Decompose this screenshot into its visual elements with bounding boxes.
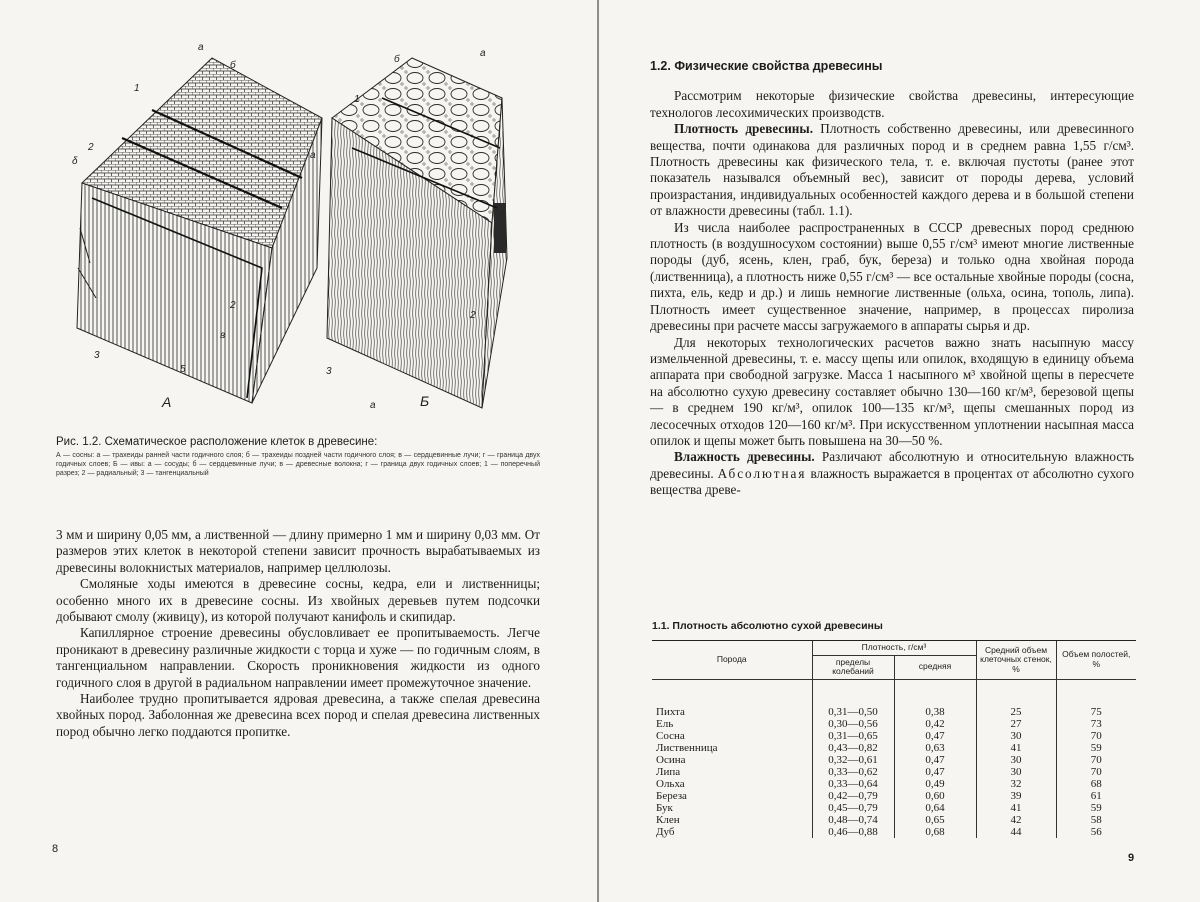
- table-cell-species: Бук: [656, 801, 673, 814]
- table-cell-range: 0,30—0,56: [812, 718, 894, 730]
- table-cell-cavity-volume: 73: [1056, 718, 1136, 730]
- header-cell-volume: Средний объем клеточных стенок, %: [976, 641, 1056, 680]
- figure-caption: [56, 436, 540, 478]
- paragraph: 3 мм и ширину 0,05 мм, а лиственной — длину примерно 1 мм и ширину 0,03 мм. От размеров этих клеток в некоторой степени зависит прочность вырабатываемых из древесины волокнистых материалов, например целлюлозы.: [56, 527, 540, 575]
- figure-label-b: б: [230, 60, 236, 71]
- table-row: [652, 814, 1136, 826]
- table-cell-cavity-volume: 68: [1056, 778, 1136, 790]
- table-cell-species: Ольха: [656, 777, 685, 790]
- table-cell-cavity-volume: 58: [1056, 814, 1136, 826]
- table-cell-cell-volume: 30: [976, 754, 1056, 766]
- table-cell-range: 0,48—0,74: [812, 814, 894, 826]
- table-cell-cavity-volume: 70: [1056, 754, 1136, 766]
- figure-label-delta: δ: [72, 156, 78, 167]
- table-row: [652, 679, 1136, 718]
- paragraph: Рассмотрим некоторые физические свойства древесины, интересующие технологов лесохимических производств.: [650, 88, 1134, 120]
- figure-label-2-b: 2: [470, 310, 476, 321]
- table-row: [652, 766, 1136, 778]
- table-cell-cell-volume: 39: [976, 790, 1056, 802]
- header-range: пределы колебаний: [812, 655, 894, 679]
- figure-label-2: 2: [230, 300, 236, 311]
- table-cell-mean: 0,65: [894, 814, 976, 826]
- table-cell-range: 0,31—0,50: [812, 679, 894, 718]
- table-cell-species: Липа: [656, 765, 681, 778]
- table-cell-species: Сосна: [656, 729, 685, 742]
- pine-wood-block: [77, 58, 322, 403]
- table-cell-species: Пихта: [656, 705, 685, 718]
- page-number: 9: [1128, 852, 1135, 864]
- table-body: [652, 679, 1136, 838]
- header-mean: средняя: [894, 655, 976, 679]
- density-text: Плотность собственно древесины, или древесинного вещества, почти одинакова для различных пород и в среднем равна 1,55 г/см³. Плотность древесины как физического тела, т. е. включая пустоты (ранее этот показатель назывался объемный вес), зависит от породы дерева, условий произрастания, индивидуальных особенностей каждого дерева и в большой степени от влажности древесины (табл. 1.1).: [650, 121, 1134, 219]
- table-cell-mean: 0,47: [894, 730, 976, 742]
- table-cell-cell-volume: 27: [976, 718, 1056, 730]
- header-cavity-volume: Объем полостей, %: [1056, 641, 1136, 680]
- willow-wood-block: [327, 58, 507, 408]
- table-cell-cell-volume: 42: [976, 814, 1056, 826]
- paragraph: [650, 121, 1134, 219]
- table-cell-species: Лиственница: [656, 741, 718, 754]
- figure-label-2-small: 2: [88, 142, 94, 153]
- table-cell-cell-volume: 44: [976, 826, 1056, 838]
- page-number: 8: [52, 843, 59, 855]
- figure-label-3-b: 3: [326, 366, 332, 377]
- figure-label-v: в: [220, 330, 226, 341]
- table-cell-range: 0,42—0,79: [812, 790, 894, 802]
- table-row: [652, 742, 1136, 754]
- paragraph: Из числа наиболее распространенных в СССР древесных пород среднюю плотность (в воздушносухом состоянии) выше 0,55 г/см³ имеют многие лиственные породы (дуб, ясень, клен, граб, бук, береза) и только одна хвойная порода (лиственница), а плотность ниже 0,55 г/см³ — все остальные хвойные породы (сосна, пихта, ель, кедр и др.) и лишь немногие лиственные (ольха, осина, тополь, липа). Плотность имеет существенное значение, например, в процессах пиролиза древесины при расчете массы загружаемого в аппараты сырья и др.: [650, 219, 1134, 334]
- figure-label-5: 5: [180, 364, 186, 375]
- table-row: [652, 730, 1136, 742]
- table-cell-cavity-volume: 70: [1056, 730, 1136, 742]
- header-density: Плотность, г/см³: [812, 641, 976, 656]
- paragraph: Капиллярное строение древесины обусловливает ее пропитываемость. Легче проникают в древесину различные жидкости с торца и хуже — по годичным слоям, в тангенциальном направлении. Скорость проникновения жидкости из одного годичного слоя в другой в радиальном направлении имеет промежуточное значение.: [56, 625, 540, 690]
- table-row: [652, 826, 1136, 838]
- table-row: [652, 754, 1136, 766]
- section-title: 1.2. Физические свойства древесины: [650, 59, 883, 73]
- table-cell-range: 0,33—0,64: [812, 778, 894, 790]
- header-species: Порода: [652, 641, 812, 680]
- table-cell-mean: 0,47: [894, 754, 976, 766]
- table-row: [652, 718, 1136, 730]
- figure-label-big-a: А: [162, 394, 172, 410]
- density-table: [652, 640, 1136, 838]
- figure-label-3: 3: [94, 350, 100, 361]
- figure-caption-title: Рис. 1.2. Схематическое расположение клеток в древесине:: [56, 436, 378, 448]
- moisture-text-end: влажность выражается в процентах от абсолютно сухого вещества древе-: [650, 465, 1134, 498]
- figure-label-a2-top: а: [480, 48, 486, 59]
- table-row: [652, 778, 1136, 790]
- table-cell-cell-volume: 30: [976, 730, 1056, 742]
- table-cell-range: 0,32—0,61: [812, 754, 894, 766]
- table-cell-species: Клен: [656, 813, 680, 826]
- table-cell-mean: 0,68: [894, 826, 976, 838]
- figure-label-a: а: [198, 42, 204, 53]
- table-row: [652, 802, 1136, 814]
- moisture-text: Различают абсолютную и относительную влажность древесины.: [650, 449, 1134, 481]
- table-cell-range: 0,43—0,82: [812, 742, 894, 754]
- table-cell-cavity-volume: 75: [1056, 679, 1136, 718]
- paragraph: Смоляные ходы имеются в древесине сосны, кедра, ели и лиственницы; особенно много их в древесине сосны. Из хвойных деревьев путем подсочки добывают смолу (живицу), из которой получают канифоль и скипидар.: [56, 576, 540, 625]
- table-cell-cavity-volume: 70: [1056, 766, 1136, 778]
- figure-label-b2: б: [394, 54, 400, 65]
- table-cell-species: Береза: [656, 789, 687, 802]
- paragraph: Наиболее трудно пропитывается ядровая древесина, а также спелая древесина хвойных пород. Заболонная же древесина всех пород и спелая древесина лиственных пород обычно легко поддаются пропитке.: [56, 691, 540, 739]
- density-heading: Плотность древесины.: [674, 121, 813, 137]
- wood-cells-figure: [52, 38, 552, 433]
- table-cell-cell-volume: 41: [976, 802, 1056, 814]
- table-cell-cavity-volume: 61: [1056, 790, 1136, 802]
- paragraph: Для некоторых технологических расчетов важно знать насыпную массу измельченной древесины, т. е. массу щепы или опилок, входящую в единицу объема аппарата при свободной загрузке. Масса 1 насыпного м³ хвойной щепы в пересчете на абсолютно сухую древесину составляет обычно 130—160 кг/м³, березовой щепы — в среднем 190 кг/м³, опилок 100—135 кг/м³, щепы смешанных пород из лесосечных отходов 120—160 кг/м³. При искусственном уплотнении насыпная масса опилок и щепы может быть повышена на 30—50 %.: [650, 334, 1134, 448]
- wood-cells-illustration: [52, 38, 552, 433]
- figure-label-1: 1: [134, 83, 140, 94]
- table-cell-cavity-volume: 56: [1056, 826, 1136, 838]
- table-cell-mean: 0,63: [894, 742, 976, 754]
- table-cell-cell-volume: 30: [976, 766, 1056, 778]
- moisture-spaced-term: Абсолютная: [717, 465, 807, 481]
- figure-caption-legend: А — сосны: а — трахеиды ранней части годичного слоя; б — трахеиды поздней части годичного слоя; в — сердцевинные лучи; г — граница двух годичных слоев; Б — ивы: а — сосуды; б — сердцевинные лучи; в — древесные волокна; г — граница двух годичных слоев; 1 — поперечный разрез; 2 — радиальный; 3 — тангенциальный: [56, 452, 540, 477]
- table-cell-cell-volume: 41: [976, 742, 1056, 754]
- table-cell-cell-volume: 25: [976, 679, 1056, 718]
- table-cell-cavity-volume: 59: [1056, 742, 1136, 754]
- table-cell-species: Ель: [656, 717, 674, 730]
- table-cell-range: 0,46—0,88: [812, 826, 894, 838]
- moisture-heading: Влажность древесины.: [674, 449, 815, 465]
- figure-label-a2-bottom: а: [370, 400, 376, 411]
- table-cell-mean: 0,49: [894, 778, 976, 790]
- table-cell-mean: 0,60: [894, 790, 976, 802]
- table-cell-mean: 0,42: [894, 718, 976, 730]
- figure-label-a2-left: а: [310, 150, 316, 161]
- table-cell-mean: 0,38: [894, 679, 976, 718]
- book-gutter: [597, 0, 599, 902]
- right-body-text: [650, 58, 1134, 499]
- table-cell-species: Осина: [656, 753, 686, 766]
- figure-label-1-b: 1: [354, 94, 360, 105]
- table-cell-cavity-volume: 59: [1056, 802, 1136, 814]
- table-title: 1.1. Плотность абсолютно сухой древесины: [652, 620, 883, 632]
- table-cell-range: 0,31—0,65: [812, 730, 894, 742]
- paragraph: [650, 449, 1134, 498]
- table-cell-range: 0,33—0,62: [812, 766, 894, 778]
- left-body-text: [56, 527, 540, 740]
- table-cell-mean: 0,64: [894, 802, 976, 814]
- table-row: [652, 790, 1136, 802]
- table-cell-species: Дуб: [656, 825, 675, 838]
- table-cell-range: 0,45—0,79: [812, 802, 894, 814]
- table-cell-cell-volume: 32: [976, 778, 1056, 790]
- figure-label-big-b: Б: [420, 393, 430, 409]
- table-cell-mean: 0,47: [894, 766, 976, 778]
- left-page: [0, 0, 598, 902]
